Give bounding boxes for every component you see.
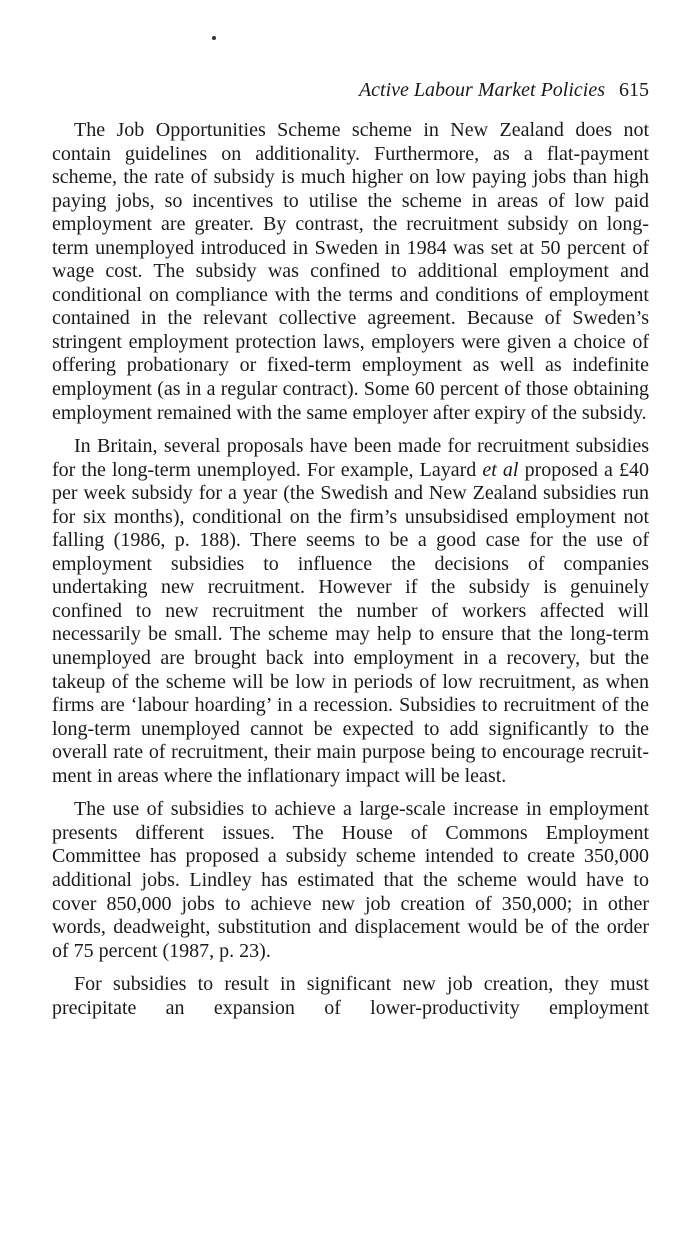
stray-mark — [212, 36, 216, 40]
page-number: 615 — [619, 79, 649, 101]
paragraph-2: In Britain, several proposals have been made for recruitment subsidies for the long-term unemployed. For example, Layard et al proposed a £40 per week subsidy for a year (the Swedish and New Zealand subsidies run for six months), conditional on the firm’s unsubsidised employment not falling (1986, p. 188). There seems to be a good case for the use of employment subsidies to influence the decisions of companies undertaking new recruitment. However if the subsidy is genuinely confined to new recruitment the number of workers affected will necessarily be small. The scheme may help to ensure that the long-term unemployed are brought back into employment in a recovery, but the takeup of the scheme will be low in periods of low recruitment, as when firms are ‘labour hoarding’ in a recession. Subsidies to recruitment of the long-term unemployed cannot be expected to add significantly to the overall rate of recruitment, their main purpose being to encourage recruitment in areas where the inflationary impact will be least. — [52, 435, 649, 787]
running-head-title: Active Labour Market Policies — [358, 79, 605, 101]
body-text — [52, 119, 649, 1030]
running-head — [52, 78, 649, 102]
paragraph-1: The Job Opportunities Scheme scheme in New Zealand does not contain guidelines on additionality. Furthermore, as a flat-payment scheme, the rate of subsidy is much higher on low paying jobs than high paying jobs, so incentives to utilise the scheme in areas of low paid employment are greater. By contrast, the recruitment subsidy on long-term unemployed introduced in Sweden in 1984 was set at 50 percent of wage cost. The subsidy was confined to additional employment and conditional on compliance with the terms and conditions of employment contained in the relevant collective agreement. Because of Sweden’s stringent employment protection laws, employers were given a choice of offering probationary or fixed-term employment as well as indefinite employment (as in a regular contract). Some 60 percent of those obtaining employment remained with the same employer after expiry of the subsidy. — [52, 119, 649, 424]
paragraph-4: For subsidies to result in significant new job creation, they must precipitate an expansion of lower-productivity employment — [52, 973, 649, 1019]
paragraph-3: The use of subsidies to achieve a large-scale increase in employment presents different issues. The House of Commons Employment Committee has proposed a subsidy scheme intended to create 350,000 additional jobs. Lindley has estimated that the scheme would have to cover 850,000 jobs to achieve new job creation of 350,000; in other words, deadweight, substitution and displacement would be of the order of 75 percent (1987, p. 23). — [52, 798, 649, 962]
et-al-italic: et al — [482, 458, 519, 481]
